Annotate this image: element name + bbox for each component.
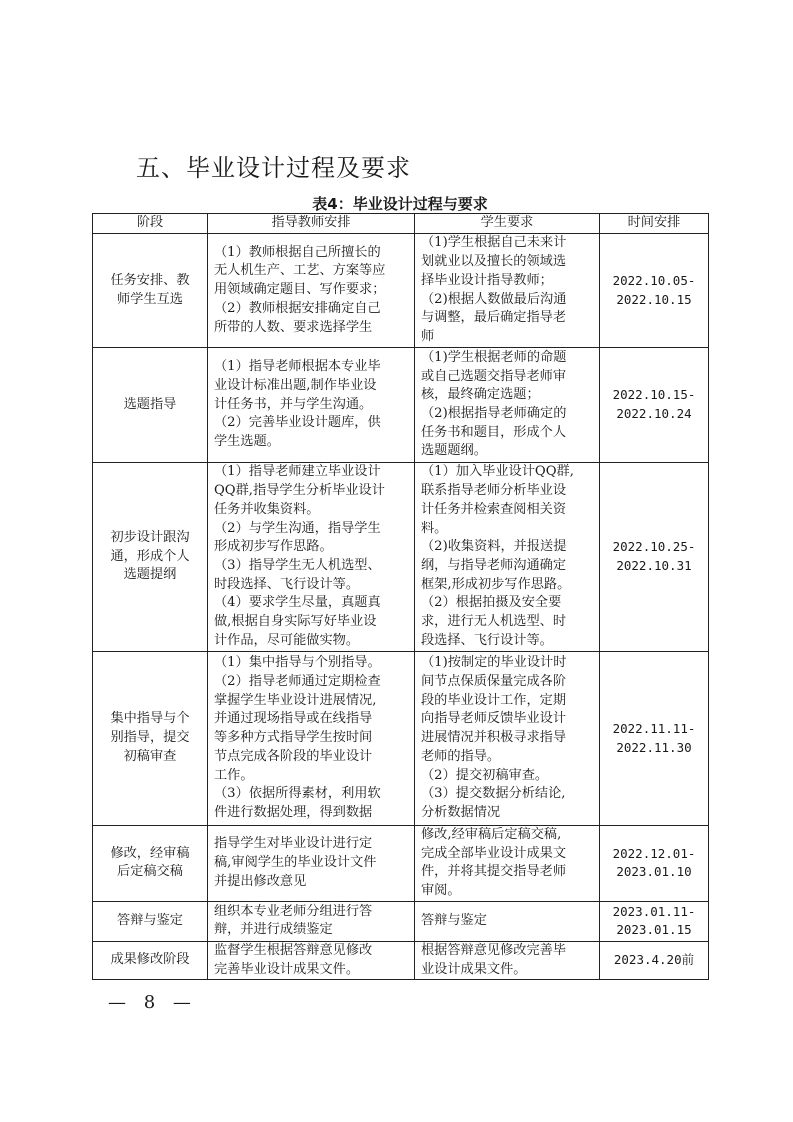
teacher-text-line: QQ群,指导学生分析毕业设计 <box>214 483 385 499</box>
section-heading: 五、毕业设计过程及要求 <box>136 154 411 182</box>
student-text-line: 任务书和题目，形成个人 <box>421 424 567 440</box>
time-text-line: 2022.12.01- <box>612 845 696 861</box>
table-row <box>93 901 709 941</box>
student-cell <box>415 941 600 979</box>
time-text-line: 2023.4.20前 <box>613 952 695 968</box>
teacher-text-line: 用领域确定题目、写作要求； <box>214 282 386 298</box>
table-row <box>93 826 709 902</box>
teacher-cell <box>208 463 415 652</box>
student-text-line: 老师的指导。 <box>421 748 501 764</box>
teacher-text-line: 指导学生对毕业设计进行定 <box>214 836 373 852</box>
stage-text-line: 通，形成个人 <box>110 548 190 564</box>
stage-cell <box>93 652 208 826</box>
student-text-line: 框架,形成初步写作思路。 <box>421 576 571 592</box>
stage-text-line: 选题提纲 <box>123 567 177 583</box>
teacher-text-line: （2）指导老师通过定期检查 <box>214 674 381 690</box>
teacher-text-line: （4）要求学生尽量，真题真 <box>214 595 381 611</box>
time-text-line: 2022.11.11- <box>612 720 696 736</box>
stage-cell <box>93 941 208 979</box>
stage-text-line: 别指导，提交 <box>110 730 190 746</box>
teacher-text-line: 时段选择、飞行设计等。 <box>214 576 360 592</box>
student-cell <box>415 652 600 826</box>
header-stage: 阶段 <box>93 214 208 234</box>
teacher-text-line: （1）指导老师建立毕业设计 <box>214 464 381 480</box>
teacher-cell <box>208 652 415 826</box>
table-row <box>93 652 709 826</box>
student-text-line: 联系指导老师分析毕业设 <box>421 483 567 499</box>
time-text-line: 2023.01.11- <box>612 903 696 919</box>
student-text-line: 与调整，最后确定指导老 <box>421 310 567 326</box>
student-text-line: （2)根据人数做最后沟通 <box>421 291 567 307</box>
page-number: — 8 — <box>108 992 197 1013</box>
student-text-line: 计任务并检索查阅相关资 <box>421 501 567 517</box>
student-text-line: 师 <box>421 328 435 344</box>
stage-cell <box>93 234 208 348</box>
student-text-line: 划就业以及擅长的领域选 <box>421 254 567 270</box>
student-text-line: 修改,经审稿后定稿交稿, <box>421 827 562 842</box>
teacher-text-line: 稿,审阅学生的毕业设计文件 <box>214 855 377 871</box>
stage-cell <box>93 826 208 902</box>
stage-text-line: 答辩与鉴定 <box>117 912 183 928</box>
teacher-text-line: 计任务书，并与学生沟通。 <box>214 396 373 412</box>
teacher-text-line: 并通过现场指导或在线指导 <box>214 711 373 727</box>
time-cell <box>600 941 709 979</box>
teacher-text-line: 件进行数据处理，得到数据 <box>214 804 373 820</box>
time-text-line: 2022.10.15- <box>612 387 696 403</box>
teacher-text-line: 任务并收集资料。 <box>214 501 320 517</box>
student-text-line: （2)收集资料，并报送提 <box>421 539 567 555</box>
time-text-line: 2023.01.10 <box>616 864 692 880</box>
student-text-line: 件，并将其提交指导老师 <box>421 864 567 880</box>
student-text-line: 段的毕业设计工作，定期 <box>421 692 567 708</box>
time-text-line: 2022.11.30 <box>616 739 692 755</box>
teacher-text-line: 监督学生根据答辩意见修改 <box>214 942 373 958</box>
student-text-line: （2）根据拍摄及安全要 <box>421 595 562 611</box>
table-row <box>93 463 709 652</box>
time-text-line: 2022.10.31 <box>616 558 692 573</box>
time-text-line: 2022.10.25- <box>612 539 696 555</box>
teacher-text-line: 等多种方式指导学生按时间 <box>214 730 373 746</box>
stage-text-line: 集中指导与个 <box>110 711 190 727</box>
teacher-text-line: 并提出修改意见 <box>214 873 307 889</box>
student-cell <box>415 463 600 652</box>
header-teacher: 指导教师安排 <box>208 214 415 234</box>
time-text-line: 2022.10.15 <box>616 291 692 307</box>
student-text-line: 纲，与指导老师沟通确定 <box>421 558 567 573</box>
teacher-text-line: 计作品，尽可能做实物。 <box>214 632 360 648</box>
student-cell <box>415 826 600 902</box>
teacher-text-line: （1）集中指导与个别指导。 <box>214 655 381 671</box>
teacher-cell <box>208 826 415 902</box>
teacher-text-line: 辩，并进行成绩鉴定 <box>214 922 333 938</box>
teacher-text-line: 工作。 <box>214 767 254 783</box>
student-text-line: 完成全部毕业设计成果文 <box>421 845 567 861</box>
teacher-text-line: 无人机生产、工艺、方案等应 <box>214 263 386 279</box>
teacher-text-line: （2）与学生沟通，指导学生 <box>214 520 381 536</box>
teacher-cell <box>208 901 415 941</box>
teacher-text-line: 业设计标准出题,制作毕业设 <box>214 377 377 393</box>
table-row <box>93 348 709 463</box>
stage-text-line: 后定稿交稿 <box>117 864 183 880</box>
student-text-line: 业设计成果文件。 <box>421 961 527 977</box>
teacher-text-line: （2）教师根据安排确定自己 <box>214 300 381 316</box>
stage-text-line: 初步设计跟沟 <box>110 529 190 545</box>
stage-text-line: 任务安排、教 <box>110 272 190 288</box>
student-text-line: 料。 <box>421 520 448 536</box>
stage-cell <box>93 348 208 463</box>
student-text-line: （2）提交初稿审查。 <box>421 767 549 783</box>
student-text-line: 审阅。 <box>421 883 461 899</box>
student-text-line: （1）加入毕业设计QQ群, <box>421 464 574 480</box>
stage-text-line: 初稿审查 <box>123 748 177 764</box>
time-text-line: 2023.01.15 <box>616 922 692 938</box>
time-cell <box>600 652 709 826</box>
stage-text-line: 师学生互选 <box>117 291 183 307</box>
time-cell <box>600 901 709 941</box>
student-text-line: 核，最终确定选题； <box>421 387 540 403</box>
teacher-text-line: 形成初步写作思路。 <box>214 539 333 555</box>
time-cell <box>600 463 709 652</box>
table-header-row <box>93 214 709 234</box>
student-text-line: 答辩与鉴定 <box>421 912 487 928</box>
student-cell <box>415 901 600 941</box>
student-text-line: （2)根据指导老师确定的 <box>421 406 567 421</box>
student-text-line: 分析数据情况 <box>421 804 501 820</box>
time-text-line: 2022.10.24 <box>616 406 692 421</box>
student-text-line: 进展情况并积极寻求指导 <box>421 730 567 746</box>
stage-cell <box>93 901 208 941</box>
header-time: 时间安排 <box>600 214 709 234</box>
student-text-line: 或自己选题交指导老师审 <box>421 368 567 384</box>
time-cell <box>600 826 709 902</box>
process-table <box>92 213 709 980</box>
student-text-line: 段选择、飞行设计等。 <box>421 632 553 648</box>
student-text-line: （1)学生根据老师的命题 <box>421 349 567 365</box>
teacher-cell <box>208 348 415 463</box>
table-row <box>93 941 709 979</box>
teacher-text-line: 学生选题。 <box>214 434 280 450</box>
table-row <box>93 234 709 348</box>
student-text-line: 根据答辩意见修改完善毕 <box>421 942 567 958</box>
teacher-text-line: （1）教师根据自己所擅长的 <box>214 244 381 260</box>
student-cell <box>415 348 600 463</box>
teacher-text-line: 做,根据自身实际写好毕业设 <box>214 614 377 630</box>
time-cell <box>600 348 709 463</box>
student-cell <box>415 234 600 348</box>
teacher-text-line: （3）依据所得素材，利用软 <box>214 786 381 802</box>
teacher-text-line: （3）指导学生无人机选型、 <box>214 558 381 573</box>
student-text-line: （1)学生根据自己未来计 <box>421 235 567 251</box>
teacher-text-line: 完善毕业设计成果文件。 <box>214 961 360 977</box>
student-text-line: 间节点保质保量完成各阶 <box>421 674 567 690</box>
teacher-text-line: 节点完成各阶段的毕业设计 <box>214 748 373 764</box>
time-text-line: 2022.10.05- <box>612 272 696 288</box>
student-text-line: 向指导老师反馈毕业设计 <box>421 711 567 727</box>
table-caption: 表4：毕业设计过程与要求 <box>312 195 488 213</box>
student-text-line: （3）提交数据分析结论, <box>421 786 566 802</box>
stage-text-line: 修改，经审稿 <box>110 845 190 861</box>
teacher-text-line: 所带的人数、要求选择学生 <box>214 319 373 335</box>
student-text-line: 选题题纲。 <box>421 443 487 459</box>
teacher-cell <box>208 234 415 348</box>
stage-text-line: 选题指导 <box>123 396 177 412</box>
time-cell <box>600 234 709 348</box>
header-student: 学生要求 <box>415 214 600 234</box>
teacher-text-line: 掌握学生毕业设计进展情况, <box>214 692 377 708</box>
student-text-line: （1)按制定的毕业设计时 <box>421 655 567 671</box>
stage-text-line: 成果修改阶段 <box>110 952 190 968</box>
teacher-text-line: 组织本专业老师分组进行答 <box>214 903 373 919</box>
teacher-cell <box>208 941 415 979</box>
student-text-line: 择毕业设计指导教师； <box>421 272 553 288</box>
stage-cell <box>93 463 208 652</box>
student-text-line: 求，进行无人机选型、时 <box>421 614 567 630</box>
teacher-text-line: （2）完善毕业设计题库，供 <box>214 415 381 431</box>
teacher-text-line: （1）指导老师根据本专业毕 <box>214 359 381 375</box>
